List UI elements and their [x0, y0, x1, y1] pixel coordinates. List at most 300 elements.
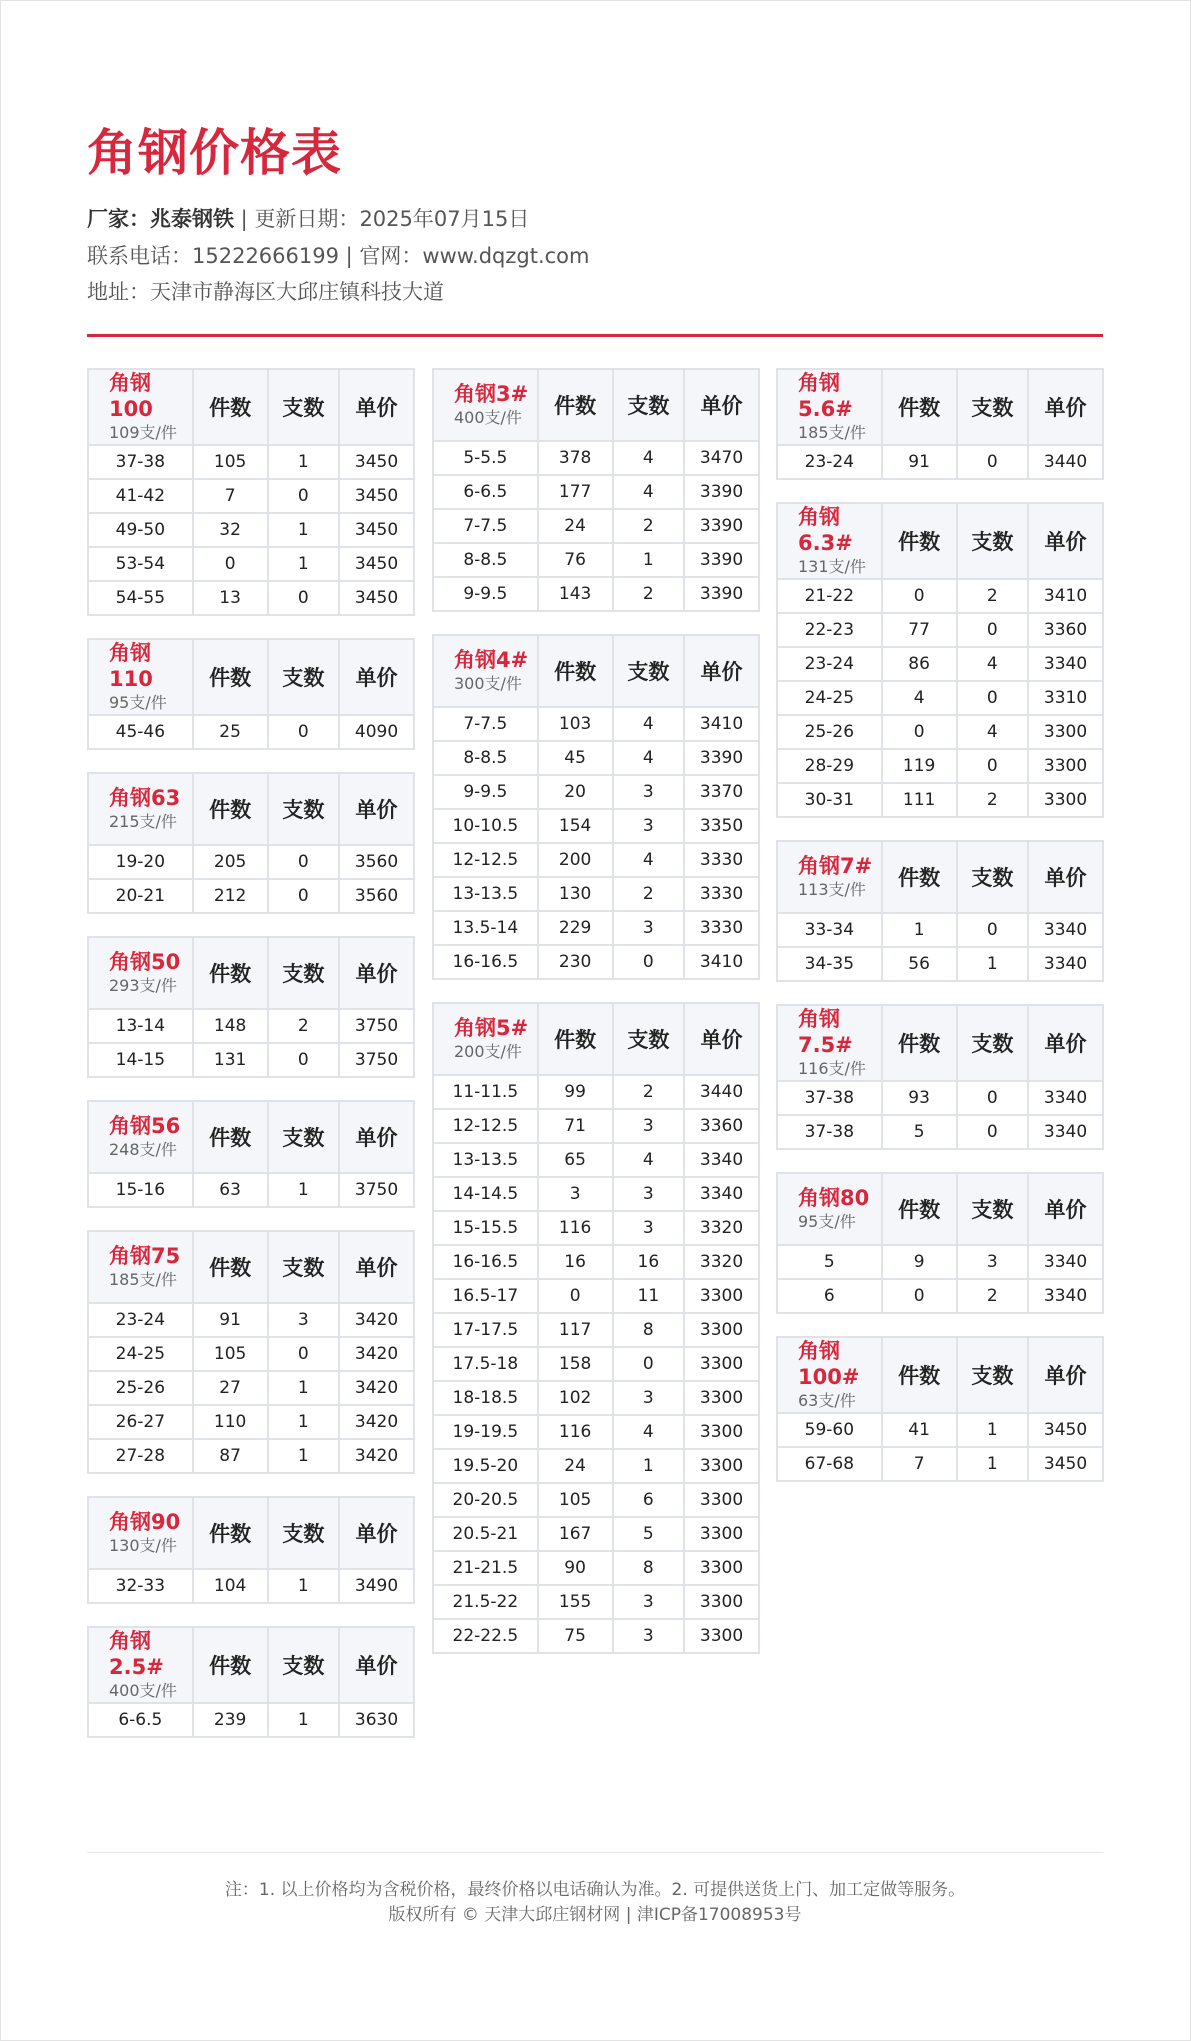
size-cell: 18-18.5: [434, 1382, 537, 1414]
table-row: [89, 1372, 413, 1404]
size-cell: 23-24: [778, 446, 881, 478]
sticks-cell: 4: [614, 1144, 684, 1176]
table-row: [434, 1178, 758, 1210]
footer-note: 注：1. 以上价格均为含税价格，最终价格以电话确认为准。2. 可提供送货上门、加工定做等服务。: [224, 1880, 966, 1900]
table-row: [89, 480, 413, 512]
sticks-cell: 1: [269, 548, 339, 580]
price-header: 单价: [340, 938, 413, 1008]
size-cell: 19-19.5: [434, 1416, 537, 1448]
table-row: [89, 514, 413, 546]
price-cell: 3420: [340, 1406, 413, 1438]
price-cell: 3390: [685, 510, 758, 542]
phone-number[interactable]: 15222666199: [192, 244, 339, 268]
per-piece-count: 215支/件: [109, 812, 177, 831]
table-row: [89, 846, 413, 878]
website-link[interactable]: www.dqzgt.com: [422, 244, 590, 268]
per-piece-count: 400支/件: [109, 1681, 177, 1700]
size-cell: 8-8.5: [434, 544, 537, 576]
sticks-cell: 0: [614, 1348, 684, 1380]
price-table: [87, 1230, 415, 1474]
material-header: [778, 1338, 881, 1412]
pieces-cell: 27: [194, 1372, 267, 1404]
sticks-cell: 2: [958, 1280, 1028, 1312]
sticks-cell: 16: [614, 1246, 684, 1278]
pieces-header: 件数: [194, 640, 267, 714]
pieces-header: 件数: [883, 1338, 956, 1412]
pieces-cell: 104: [194, 1570, 267, 1602]
material-header: [778, 1006, 881, 1080]
sticks-cell: 1: [269, 446, 339, 478]
sticks-cell: 4: [614, 1416, 684, 1448]
price-cell: 3420: [340, 1440, 413, 1472]
sticks-header: 支数: [958, 504, 1028, 578]
sticks-header: 支数: [958, 842, 1028, 912]
price-cell: 3340: [1029, 914, 1102, 946]
table-row: [778, 1448, 1102, 1480]
size-cell: 30-31: [778, 784, 881, 816]
sticks-cell: 1: [269, 1406, 339, 1438]
material-header: [778, 504, 881, 578]
sticks-cell: 3: [614, 810, 684, 842]
price-table: [776, 1336, 1104, 1482]
material-name: 角钢50: [109, 950, 181, 974]
price-cell: 4090: [340, 716, 413, 748]
sticks-cell: 4: [958, 648, 1028, 680]
pieces-cell: 16: [539, 1246, 612, 1278]
sticks-cell: 0: [269, 1044, 339, 1076]
sticks-cell: 3: [614, 776, 684, 808]
table-row: [434, 1280, 758, 1312]
pieces-header: 件数: [539, 636, 612, 706]
size-cell: 23-24: [778, 648, 881, 680]
price-table: [87, 936, 415, 1078]
price-cell: 3420: [340, 1372, 413, 1404]
price-cell: 3420: [340, 1338, 413, 1370]
pieces-header: 件数: [194, 774, 267, 844]
table-row: [778, 1082, 1102, 1114]
table-row: [434, 1348, 758, 1380]
sticks-header: 支数: [269, 938, 339, 1008]
sticks-header: 支数: [614, 1004, 684, 1074]
pieces-header: 件数: [194, 1628, 267, 1702]
per-piece-count: 131支/件: [798, 557, 866, 576]
table-row: [434, 1110, 758, 1142]
table-row: [434, 1382, 758, 1414]
pieces-cell: 91: [883, 446, 956, 478]
sticks-cell: 0: [958, 1082, 1028, 1114]
sticks-header: 支数: [269, 370, 339, 444]
table-header-row: [778, 1174, 1102, 1244]
material-name: 角钢100#: [798, 1339, 860, 1389]
sticks-cell: 4: [614, 844, 684, 876]
size-cell: 13.5-14: [434, 912, 537, 944]
price-cell: 3340: [1029, 648, 1102, 680]
size-cell: 14-15: [89, 1044, 192, 1076]
size-cell: 11-11.5: [434, 1076, 537, 1108]
sticks-cell: 5: [614, 1518, 684, 1550]
pieces-cell: 1: [883, 914, 956, 946]
pieces-cell: 99: [539, 1076, 612, 1108]
table-row: [434, 878, 758, 910]
size-cell: 8-8.5: [434, 742, 537, 774]
pieces-cell: 0: [883, 716, 956, 748]
pieces-cell: 148: [194, 1010, 267, 1042]
table-row: [89, 548, 413, 580]
sticks-cell: 0: [269, 880, 339, 912]
per-piece-count: 293支/件: [109, 976, 177, 995]
table-row: [778, 914, 1102, 946]
price-header: 单价: [1029, 370, 1102, 444]
table-row: [89, 1010, 413, 1042]
size-cell: 22-22.5: [434, 1620, 537, 1652]
pieces-header: 件数: [883, 504, 956, 578]
pieces-cell: 230: [539, 946, 612, 978]
table-row: [434, 442, 758, 474]
table-row: [434, 1144, 758, 1176]
pieces-cell: 7: [883, 1448, 956, 1480]
pieces-cell: 0: [194, 548, 267, 580]
size-cell: 17.5-18: [434, 1348, 537, 1380]
price-table: [776, 502, 1104, 818]
material-name: 角钢63: [109, 786, 181, 810]
sticks-header: 支数: [958, 370, 1028, 444]
price-cell: 3450: [1029, 1448, 1102, 1480]
size-cell: 32-33: [89, 1570, 192, 1602]
table-row: [778, 948, 1102, 980]
sticks-cell: 2: [614, 578, 684, 610]
sticks-cell: 3: [614, 1620, 684, 1652]
pieces-cell: 116: [539, 1416, 612, 1448]
info-line-manufacturer: [87, 204, 529, 234]
per-piece-count: 95支/件: [109, 693, 167, 712]
size-cell: 20-20.5: [434, 1484, 537, 1516]
price-cell: 3450: [340, 446, 413, 478]
price-cell: 3300: [685, 1620, 758, 1652]
size-cell: 25-26: [778, 716, 881, 748]
size-cell: 9-9.5: [434, 578, 537, 610]
table-column-3: [776, 368, 1104, 1504]
sticks-header: 支数: [269, 1102, 339, 1172]
sticks-cell: 2: [614, 1076, 684, 1108]
sticks-cell: 0: [958, 1116, 1028, 1148]
size-cell: 37-38: [778, 1116, 881, 1148]
footer-divider: [87, 1852, 1103, 1853]
pieces-cell: 212: [194, 880, 267, 912]
size-cell: 16.5-17: [434, 1280, 537, 1312]
size-cell: 21.5-22: [434, 1586, 537, 1618]
size-cell: 5-5.5: [434, 442, 537, 474]
pieces-cell: 116: [539, 1212, 612, 1244]
pieces-cell: 63: [194, 1174, 267, 1206]
pieces-header: 件数: [194, 1102, 267, 1172]
material-header: [778, 370, 881, 444]
material-header: [778, 842, 881, 912]
pieces-header: 件数: [883, 1174, 956, 1244]
price-cell: 3340: [1029, 1246, 1102, 1278]
price-table: [87, 638, 415, 750]
pieces-cell: 56: [883, 948, 956, 980]
size-cell: 12-12.5: [434, 1110, 537, 1142]
table-row: [89, 716, 413, 748]
table-row: [89, 1338, 413, 1370]
pieces-cell: 20: [539, 776, 612, 808]
sticks-cell: 4: [614, 708, 684, 740]
sticks-header: 支数: [958, 1174, 1028, 1244]
table-row: [778, 1414, 1102, 1446]
table-row: [89, 1570, 413, 1602]
pieces-cell: 9: [883, 1246, 956, 1278]
table-row: [434, 476, 758, 508]
price-header: 单价: [685, 1004, 758, 1074]
table-row: [89, 1044, 413, 1076]
size-cell: 6-6.5: [434, 476, 537, 508]
material-header: [89, 938, 192, 1008]
material-name: 角钢110: [109, 641, 153, 691]
table-row: [778, 682, 1102, 714]
table-header-row: [89, 370, 413, 444]
table-header-row: [778, 842, 1102, 912]
sticks-cell: 8: [614, 1552, 684, 1584]
price-cell: 3630: [340, 1704, 413, 1736]
pieces-cell: 75: [539, 1620, 612, 1652]
size-cell: 34-35: [778, 948, 881, 980]
sticks-cell: 0: [269, 846, 339, 878]
price-cell: 3330: [685, 878, 758, 910]
sticks-cell: 1: [958, 1414, 1028, 1446]
price-header: 单价: [1029, 504, 1102, 578]
pieces-cell: 4: [883, 682, 956, 714]
price-cell: 3340: [1029, 1280, 1102, 1312]
pieces-header: 件数: [194, 1232, 267, 1302]
sticks-cell: 1: [269, 514, 339, 546]
material-name: 角钢7.5#: [798, 1007, 853, 1057]
pieces-cell: 76: [539, 544, 612, 576]
material-name: 角钢5.6#: [798, 371, 853, 421]
pieces-header: 件数: [539, 370, 612, 440]
table-row: [434, 1518, 758, 1550]
table-row: [434, 1246, 758, 1278]
sticks-cell: 2: [958, 580, 1028, 612]
sticks-cell: 8: [614, 1314, 684, 1346]
pieces-header: 件数: [194, 938, 267, 1008]
size-cell: 20.5-21: [434, 1518, 537, 1550]
sticks-cell: 4: [958, 716, 1028, 748]
sticks-cell: 4: [614, 476, 684, 508]
sticks-cell: 3: [958, 1246, 1028, 1278]
size-cell: 7-7.5: [434, 708, 537, 740]
price-table: [432, 1002, 760, 1654]
table-header-row: [434, 370, 758, 440]
price-header: 单价: [340, 774, 413, 844]
pieces-cell: 167: [539, 1518, 612, 1550]
sticks-cell: 4: [614, 742, 684, 774]
price-table: [776, 368, 1104, 480]
table-header-row: [778, 370, 1102, 444]
table-header-row: [434, 636, 758, 706]
size-cell: 15-16: [89, 1174, 192, 1206]
price-cell: 3390: [685, 578, 758, 610]
size-cell: 10-10.5: [434, 810, 537, 842]
material-name: 角钢7#: [798, 854, 873, 878]
size-cell: 7-7.5: [434, 510, 537, 542]
table-row: [778, 716, 1102, 748]
price-cell: 3340: [1029, 1082, 1102, 1114]
price-header: 单价: [1029, 1338, 1102, 1412]
table-row: [778, 614, 1102, 646]
size-cell: 13-13.5: [434, 1144, 537, 1176]
material-header: [89, 370, 192, 444]
sticks-cell: 3: [614, 1382, 684, 1414]
per-piece-count: 400支/件: [454, 408, 522, 427]
pieces-cell: 205: [194, 846, 267, 878]
size-cell: 20-21: [89, 880, 192, 912]
price-cell: 3420: [340, 1304, 413, 1336]
pieces-cell: 91: [194, 1304, 267, 1336]
pieces-cell: 71: [539, 1110, 612, 1142]
pieces-header: 件数: [883, 1006, 956, 1080]
table-header-row: [89, 938, 413, 1008]
table-header-row: [778, 1338, 1102, 1412]
price-cell: 3390: [685, 742, 758, 774]
sticks-cell: 0: [269, 716, 339, 748]
pieces-cell: 86: [883, 648, 956, 680]
pieces-cell: 158: [539, 1348, 612, 1380]
material-name: 角钢56: [109, 1114, 181, 1138]
size-cell: 24-25: [89, 1338, 192, 1370]
material-header: [89, 1628, 192, 1702]
manufacturer-label: 厂家：: [87, 207, 150, 231]
size-cell: 27-28: [89, 1440, 192, 1472]
price-header: 单价: [340, 640, 413, 714]
size-cell: 17-17.5: [434, 1314, 537, 1346]
per-piece-count: 248支/件: [109, 1140, 177, 1159]
price-cell: 3300: [1029, 750, 1102, 782]
sticks-cell: 4: [614, 442, 684, 474]
price-table: [776, 1004, 1104, 1150]
sticks-cell: 3: [614, 1110, 684, 1142]
sticks-cell: 2: [614, 878, 684, 910]
sticks-cell: 1: [269, 1174, 339, 1206]
size-cell: 5: [778, 1246, 881, 1278]
size-cell: 45-46: [89, 716, 192, 748]
price-table: [432, 634, 760, 980]
size-cell: 16-16.5: [434, 946, 537, 978]
table-header-row: [89, 1102, 413, 1172]
material-header: [434, 1004, 537, 1074]
size-cell: 54-55: [89, 582, 192, 614]
table-row: [434, 1314, 758, 1346]
pieces-cell: 200: [539, 844, 612, 876]
table-column-1: [87, 368, 415, 1760]
size-cell: 41-42: [89, 480, 192, 512]
price-header: 单价: [1029, 1006, 1102, 1080]
price-cell: 3300: [685, 1382, 758, 1414]
price-cell: 3410: [1029, 580, 1102, 612]
pieces-cell: 24: [539, 510, 612, 542]
price-header: 单价: [340, 1498, 413, 1568]
price-cell: 3750: [340, 1044, 413, 1076]
pieces-cell: 13: [194, 582, 267, 614]
table-row: [434, 776, 758, 808]
price-cell: 3450: [340, 548, 413, 580]
pieces-cell: 154: [539, 810, 612, 842]
table-row: [434, 544, 758, 576]
price-table: [87, 368, 415, 616]
price-cell: 3360: [685, 1110, 758, 1142]
price-cell: 3340: [685, 1144, 758, 1176]
sticks-header: 支数: [269, 640, 339, 714]
material-name: 角钢90: [109, 1510, 181, 1534]
pieces-header: 件数: [539, 1004, 612, 1074]
table-row: [778, 1116, 1102, 1148]
price-header: 单价: [1029, 842, 1102, 912]
material-header: [89, 774, 192, 844]
price-table: [87, 1626, 415, 1738]
sticks-header: 支数: [269, 1498, 339, 1568]
price-cell: 3560: [340, 880, 413, 912]
size-cell: 16-16.5: [434, 1246, 537, 1278]
sticks-cell: 0: [958, 750, 1028, 782]
price-header: 单价: [340, 1102, 413, 1172]
price-cell: 3340: [1029, 1116, 1102, 1148]
sticks-cell: 3: [614, 1586, 684, 1618]
price-cell: 3410: [685, 708, 758, 740]
price-table: [87, 1100, 415, 1208]
price-cell: 3450: [340, 582, 413, 614]
price-table: [432, 368, 760, 612]
pieces-cell: 24: [539, 1450, 612, 1482]
material-header: [89, 640, 192, 714]
sticks-cell: 1: [269, 1570, 339, 1602]
size-cell: 19-20: [89, 846, 192, 878]
price-cell: 3340: [1029, 948, 1102, 980]
sticks-cell: 0: [958, 614, 1028, 646]
pieces-cell: 90: [539, 1552, 612, 1584]
sticks-header: 支数: [958, 1006, 1028, 1080]
pieces-cell: 87: [194, 1440, 267, 1472]
separator: |: [338, 244, 360, 268]
price-cell: 3300: [685, 1416, 758, 1448]
sticks-cell: 0: [958, 914, 1028, 946]
size-cell: 37-38: [89, 446, 192, 478]
price-cell: 3300: [685, 1348, 758, 1380]
price-cell: 3440: [1029, 446, 1102, 478]
pieces-cell: 3: [539, 1178, 612, 1210]
material-name: 角钢2.5#: [109, 1629, 164, 1679]
material-name: 角钢75: [109, 1244, 181, 1268]
pieces-cell: 105: [194, 446, 267, 478]
website-label: 官网：: [359, 244, 423, 268]
address-label: 地址：: [87, 280, 150, 304]
size-cell: 53-54: [89, 548, 192, 580]
table-row: [778, 446, 1102, 478]
address: 天津市静海区大邱庄镇科技大道: [150, 280, 444, 304]
table-row: [89, 1406, 413, 1438]
header-divider: [87, 334, 1103, 337]
sticks-header: 支数: [958, 1338, 1028, 1412]
price-cell: 3450: [340, 514, 413, 546]
price-cell: 3450: [340, 480, 413, 512]
table-header-row: [434, 1004, 758, 1074]
per-piece-count: 130支/件: [109, 1536, 177, 1555]
pieces-cell: 119: [883, 750, 956, 782]
table-row: [434, 1450, 758, 1482]
price-cell: 3330: [685, 844, 758, 876]
per-piece-count: 185支/件: [109, 1270, 177, 1289]
size-cell: 14-14.5: [434, 1178, 537, 1210]
update-date: 2025年07月15日: [359, 207, 530, 231]
size-cell: 19.5-20: [434, 1450, 537, 1482]
